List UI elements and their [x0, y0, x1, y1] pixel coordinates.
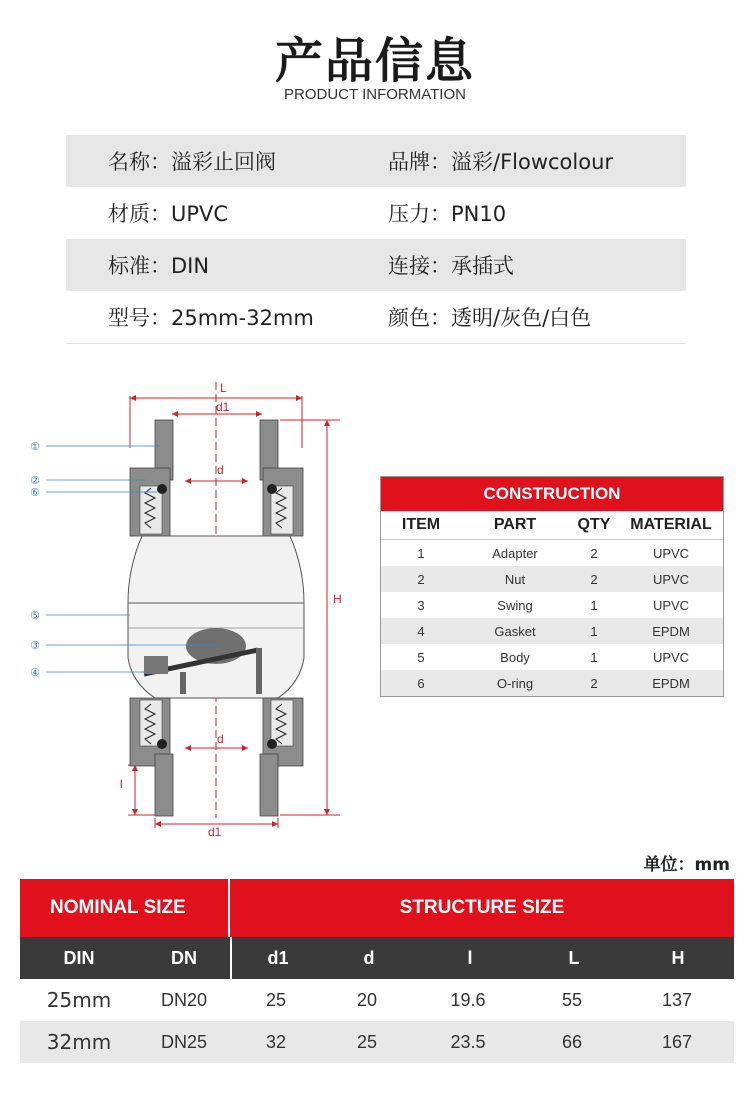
cell-part: Nut: [504, 571, 526, 587]
page-title: 产品信息: [274, 33, 475, 89]
cell-item: 4: [417, 623, 425, 639]
col-header-qty: QTY: [577, 516, 611, 533]
col-header-item: ITEM: [401, 516, 441, 533]
info-row: [66, 187, 686, 239]
info-row: [66, 239, 686, 291]
info-standard: 标准：DIN: [108, 254, 210, 278]
table-row: [20, 1021, 734, 1063]
dim-d1-top-label: d1: [216, 400, 230, 414]
table-row: [381, 618, 723, 644]
cell-d: 20: [356, 989, 378, 1010]
col-header-d: d: [363, 947, 375, 968]
construction-table: [380, 476, 724, 697]
cell-H: 137: [661, 989, 693, 1010]
cell-item: 2: [417, 571, 425, 587]
table-row: [381, 592, 723, 618]
cell-item: 5: [417, 649, 425, 665]
col-header-dn: DN: [138, 937, 232, 979]
table-row: [381, 540, 723, 566]
dim-d1-bottom-label: d1: [208, 825, 222, 839]
col-header-L: L: [568, 947, 580, 968]
info-brand: 品牌：溢彩/Flowcolour: [388, 150, 614, 174]
cell-d1: 32: [265, 1031, 287, 1052]
cell-qty: 1: [590, 597, 598, 613]
cell-material: UPVC: [652, 545, 690, 561]
cell-material: UPVC: [652, 597, 690, 613]
dim-L-label: L: [220, 381, 227, 395]
callout-2: ②: [30, 474, 40, 487]
valve-cross-section-diagram: [20, 378, 360, 843]
callout-5: ⑤: [30, 609, 40, 622]
info-divider: [66, 343, 686, 344]
cell-part: Gasket: [494, 623, 536, 639]
size-column-header-row: [20, 937, 734, 979]
info-name: 名称：溢彩止回阀: [108, 150, 276, 174]
table-row: [381, 670, 723, 696]
dim-l-label: l: [120, 777, 123, 791]
construction-title: CONSTRUCTION: [381, 477, 723, 511]
dim-H-label: H: [333, 592, 342, 606]
page-subtitle: PRODUCT INFORMATION: [284, 86, 466, 103]
table-row: [20, 979, 734, 1021]
callout-1: ①: [30, 440, 40, 453]
cell-part: Body: [500, 649, 530, 665]
info-row: [66, 291, 686, 343]
cell-dn: DN20: [160, 989, 208, 1010]
info-connection: 连接：承插式: [388, 254, 514, 278]
cell-qty: 1: [590, 623, 598, 639]
info-pressure: 压力：PN10: [388, 202, 507, 226]
cell-qty: 1: [590, 649, 598, 665]
dim-d-bottom-label: d: [217, 732, 224, 746]
cell-dn: DN25: [160, 1031, 208, 1052]
col-header-d1: d1: [267, 947, 289, 968]
table-row: [381, 644, 723, 670]
cell-qty: 2: [590, 571, 598, 587]
col-header-part: PART: [493, 516, 537, 533]
col-header-material: MATERIAL: [630, 516, 712, 533]
cell-material: UPVC: [652, 649, 690, 665]
dim-d-top-label: d: [217, 463, 224, 477]
cell-d: 25: [356, 1031, 378, 1052]
cell-material: EPDM: [652, 623, 690, 639]
cell-qty: 2: [590, 545, 598, 561]
callout-4: ④: [30, 666, 40, 679]
col-header-l: l: [467, 947, 473, 968]
cell-part: Swing: [497, 597, 533, 613]
cell-H: 167: [661, 1031, 693, 1052]
info-material: 材质：UPVC: [108, 202, 229, 226]
cell-part: O-ring: [496, 675, 534, 691]
cell-L: 66: [561, 1031, 583, 1052]
cell-material: EPDM: [652, 675, 690, 691]
cell-part: Adapter: [492, 545, 538, 561]
nominal-size-header: NOMINAL SIZE: [20, 879, 230, 937]
cell-din: 25mm: [46, 988, 112, 1012]
cell-material: UPVC: [652, 571, 690, 587]
table-row: [381, 566, 723, 592]
structure-size-header: STRUCTURE SIZE: [399, 897, 565, 918]
size-table: [20, 879, 734, 1063]
product-info-table: [66, 135, 686, 344]
cell-L: 55: [561, 989, 583, 1010]
info-color: 颜色：透明/灰色/白色: [388, 306, 592, 330]
size-group-header: [20, 879, 734, 937]
cell-din: 32mm: [46, 1030, 112, 1054]
callout-6: ⑥: [30, 486, 40, 499]
col-header-H: H: [671, 947, 685, 968]
cell-d1: 25: [265, 989, 287, 1010]
cell-item: 3: [417, 597, 425, 613]
unit-label: 单位：mm: [643, 855, 730, 875]
info-model: 型号：25mm-32mm: [108, 306, 314, 330]
cell-l: 23.5: [450, 1031, 486, 1052]
callout-3: ③: [30, 639, 40, 652]
info-row: [66, 135, 686, 187]
cell-qty: 2: [590, 675, 598, 691]
construction-header-row: [381, 511, 723, 540]
col-header-din: DIN: [63, 947, 95, 968]
cell-item: 6: [417, 675, 425, 691]
cell-l: 19.6: [450, 989, 486, 1010]
cell-item: 1: [417, 545, 425, 561]
